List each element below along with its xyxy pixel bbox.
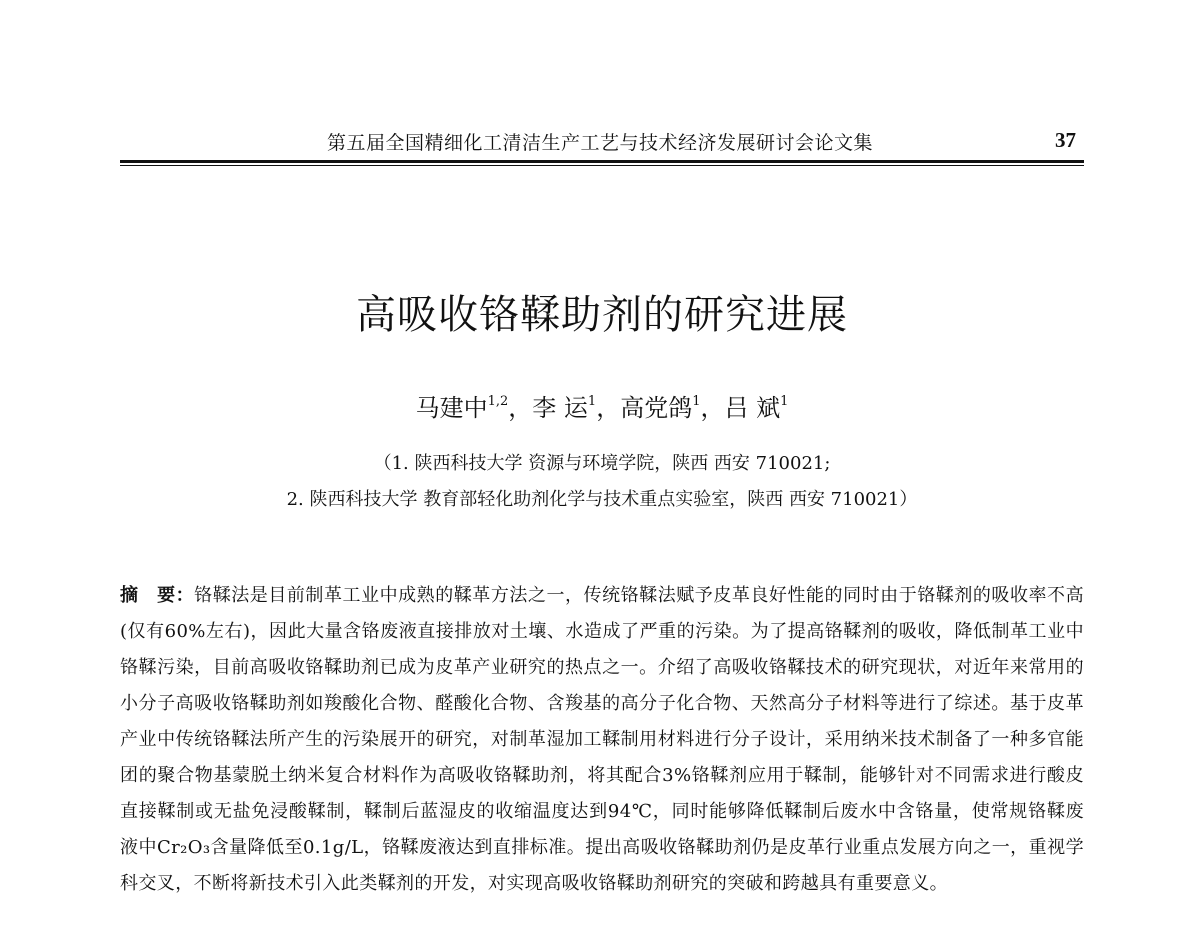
affiliation-1: （1. 陕西科技大学 资源与环境学院，陕西 西安 710021; <box>373 453 831 474</box>
author-list: 马建中$^{1,2}$，李 运$^1$，高党鸽$^1$，吕 斌$^1$ <box>415 394 789 422</box>
author <box>724 394 788 422</box>
author-affiliation-mark: 1 <box>692 394 701 409</box>
abstract-text: 铬鞣法是目前制革工业中成熟的鞣革方法之一，传统铬鞣法赋予皮革良好性能的同时由于铬鞣剂的吸收率不高(仅有60%左右)，因此大量含铬废液直接排放对土壤、水造成了严重的污染。为了提高铬鞣剂的吸收，降低制革工业中铬鞣污染，目前高吸收铬鞣助剂已成为皮革产业研究的热点之一。介绍了高吸收铬鞣技术的研究现状，对近年来常用的小分子高吸收铬鞣助剂如羧酸化合物、醛酸化合物、含羧基的高分子化合物、天然高分子材料等进行了综述。基于皮革产业中传统铬鞣法所产生的污染展开的研究，对制革湿加工鞣制用材料进行分子设计，采用纳米技术制备了一种多官能团的聚合物基蒙脱土纳米复合材料作为高吸收铬鞣助剂，将其配合3%铬鞣剂应用于鞣制，能够针对不同需求进行酸皮直接鞣制或无盐免浸酸鞣制，鞣制后蓝湿皮的收缩温度达到94℃，同时能够降低鞣制后废水中含铬量，使常规铬鞣废液中Cr₂O₃含量降低至0.1g/L，铬鞣废液达到直排标准。提出高吸收铬鞣助剂仍是皮革行业重点发展方向之一，重视学科交叉，不断将新技术引入此类鞣剂的开发，对实现高吸收铬鞣助剂研究的突破和跨越具有重要意义。 <box>120 585 1084 894</box>
header-rule <box>120 160 1084 163</box>
author-name: 马建中 <box>415 394 488 422</box>
author <box>416 394 509 422</box>
running-header <box>120 128 1080 158</box>
author-name: 吕 斌 <box>724 394 781 422</box>
author-affiliation-mark: 1 <box>780 394 789 409</box>
affiliation-2: 2. 陕西科技大学 教育部轻化助剂化学与技术重点实验室，陕西 西安 710021） <box>286 489 918 510</box>
author-name: 李 运 <box>532 394 588 422</box>
running-title: 第五届全国精细化工清洁生产工艺与技术经济发展研讨会论文集 <box>326 132 873 154</box>
author-name: 高党鸽 <box>620 394 693 422</box>
paper-title: 高吸收铬鞣助剂的研究进展 <box>356 292 848 338</box>
abstract-label: 摘 要： <box>120 585 195 606</box>
author-affiliation-mark: 1,2 <box>487 394 509 409</box>
header-rule-thin <box>120 165 1084 166</box>
author <box>532 394 596 422</box>
author-affiliation-mark: 1 <box>587 394 597 409</box>
author <box>620 394 700 422</box>
page-number: 37 <box>1055 128 1076 152</box>
abstract <box>120 578 1084 902</box>
